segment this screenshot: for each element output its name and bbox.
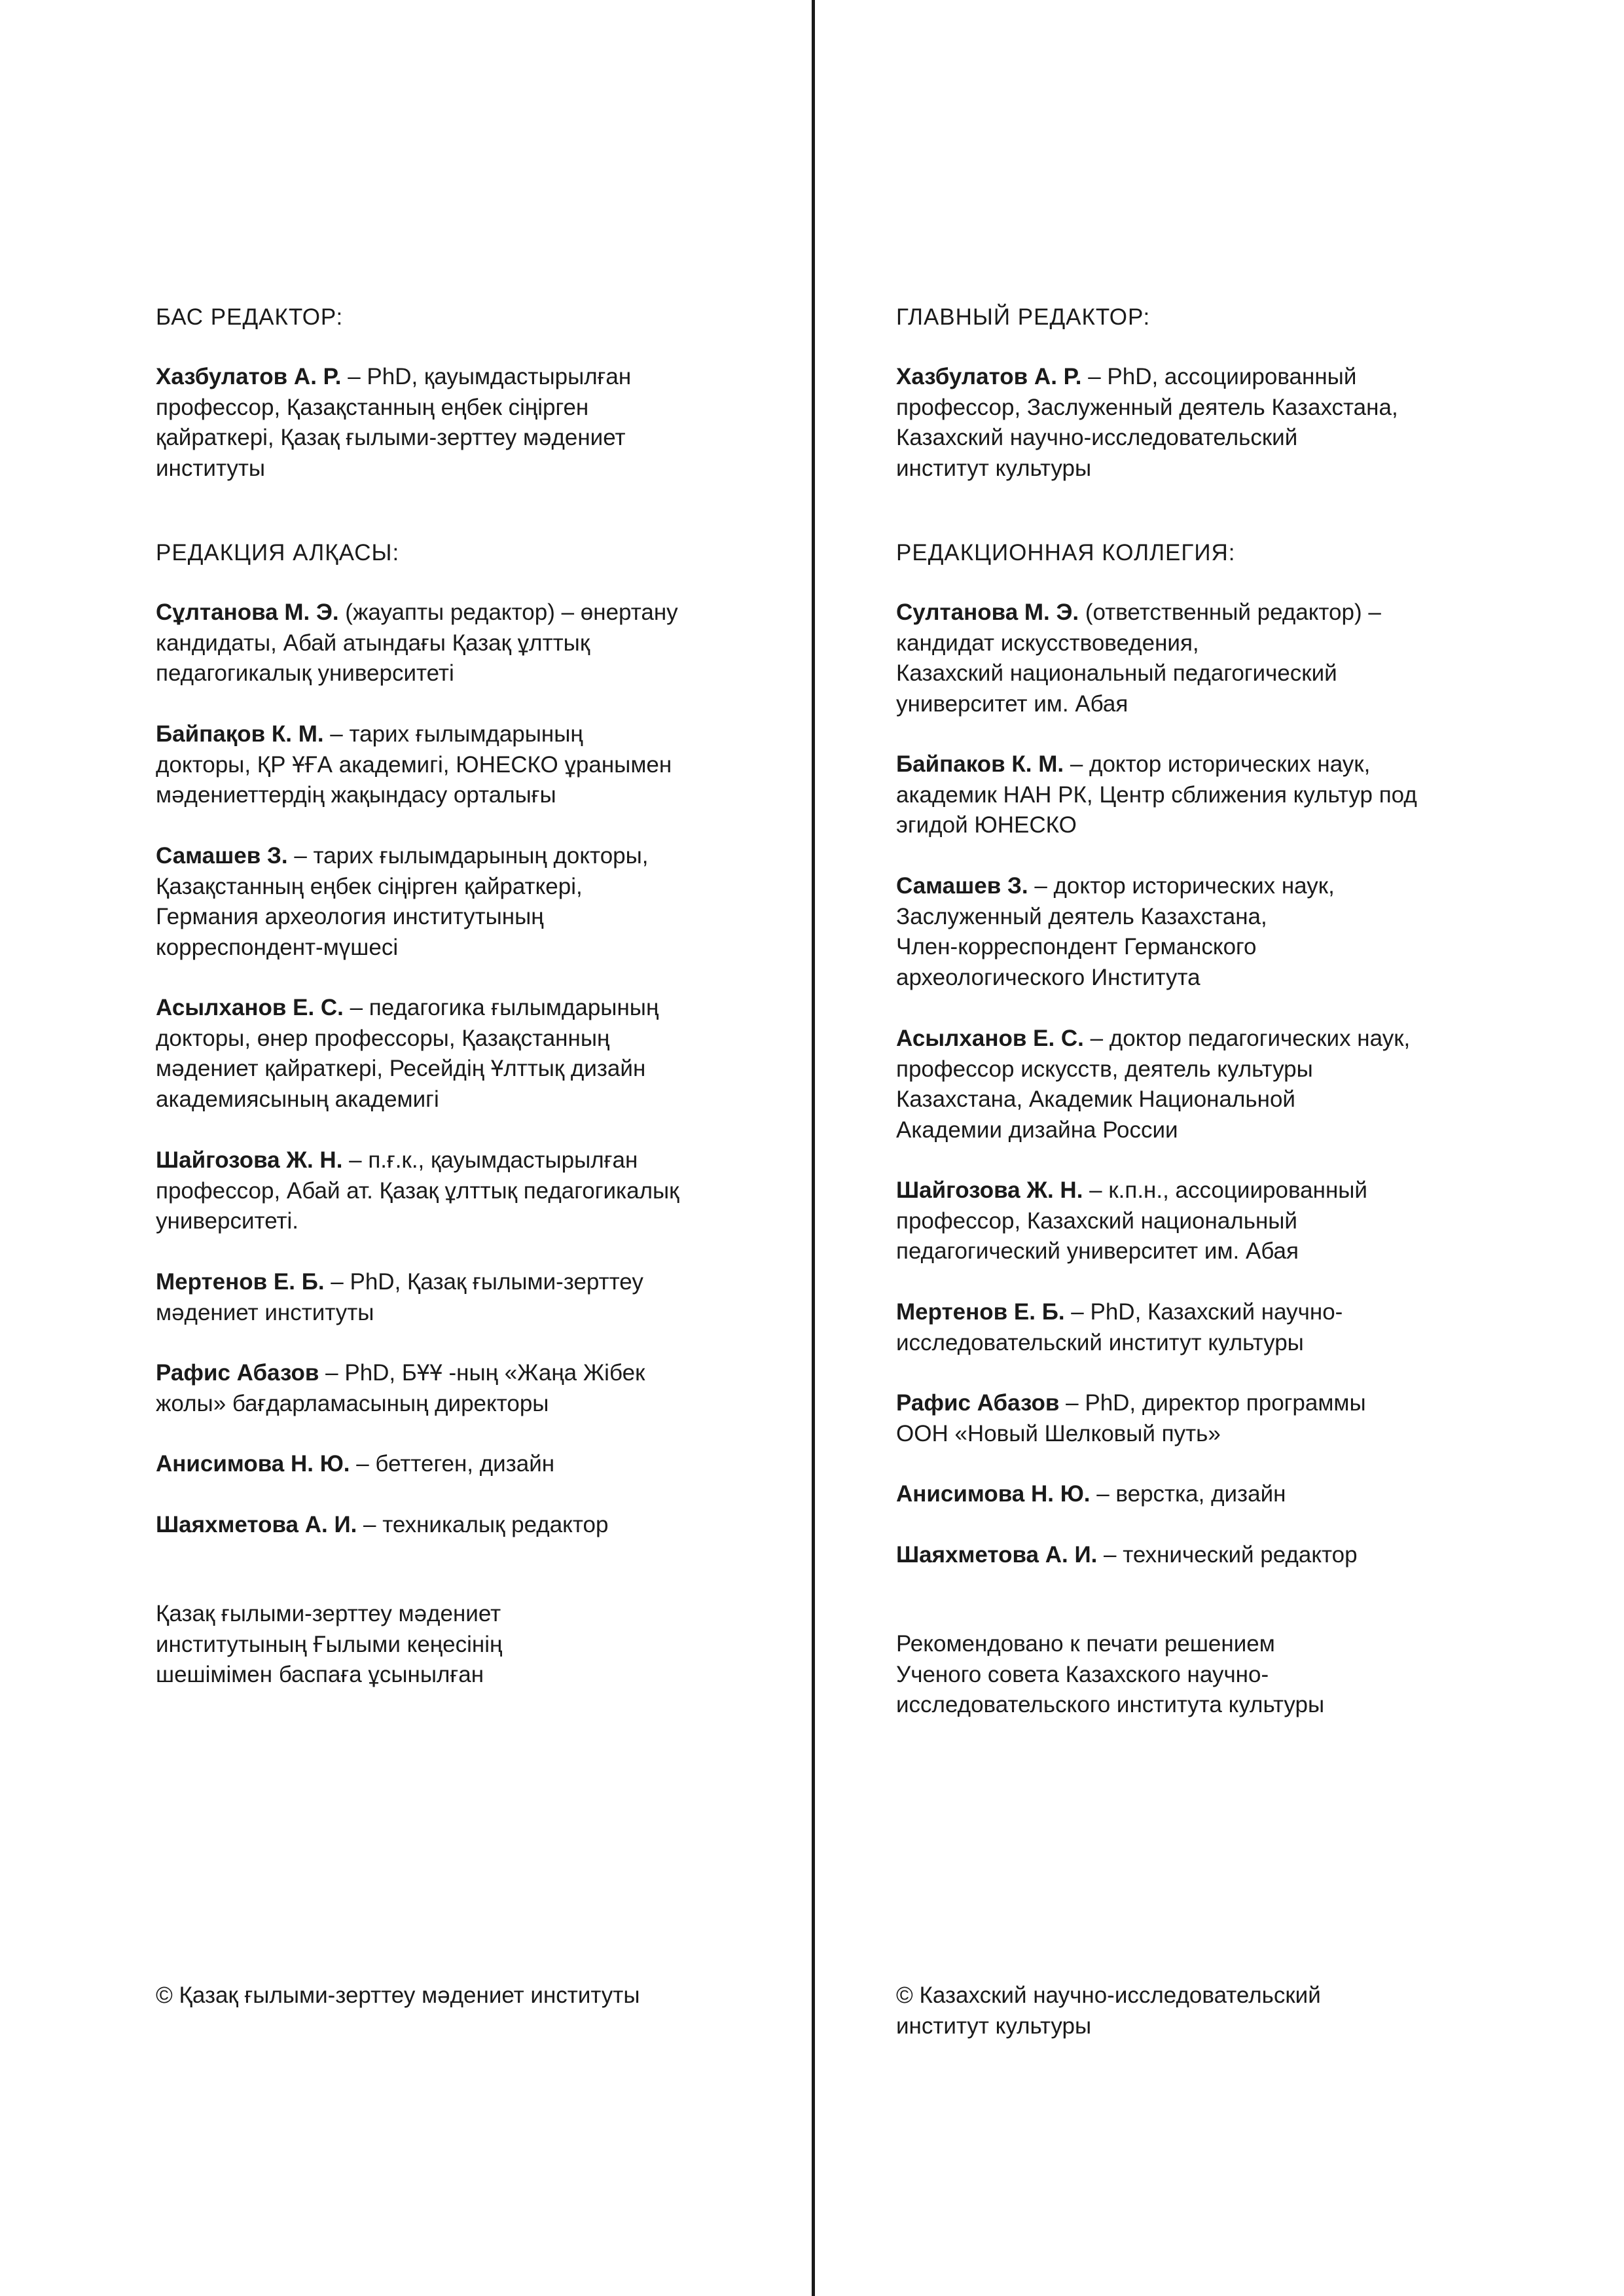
- member-text: – тарих ғылымдарының: [323, 721, 583, 747]
- member-name: Самашев З.: [896, 873, 1028, 899]
- copyright-notice: [896, 1981, 1511, 2041]
- board-member-entry: [896, 1479, 1511, 1510]
- member-text: – тарих ғылымдарының докторы,: [287, 843, 649, 869]
- member-text: Казахский национальный педагогический: [896, 660, 1337, 686]
- chief-editor-heading: ГЛАВНЫЙ РЕДАКТОР:: [896, 304, 1151, 330]
- recommendation-line: Қазақ ғылыми-зерттеу мәдениет: [156, 1601, 501, 1626]
- member-name: Мертенов Е. Б.: [156, 1269, 325, 1295]
- member-text: мәдениеттердің жақындасу орталығы: [156, 782, 556, 808]
- copyright-line: институт культуры: [896, 2013, 1092, 2039]
- editor-text: профессор, Қазақстанның еңбек сіңірген: [156, 394, 589, 420]
- member-text: – техникалық редактор: [357, 1512, 609, 1537]
- member-text: (жауапты редактор) – өнертану: [338, 600, 678, 625]
- member-text: педагогикалық университеті: [156, 660, 454, 686]
- member-text: педагогический университет им. Абая: [896, 1238, 1299, 1264]
- member-name: Сұлтанова М. Э.: [156, 600, 339, 625]
- board-member-entry: [896, 871, 1511, 993]
- member-name: Шаяхметова А. И.: [156, 1512, 357, 1537]
- member-name: Асылханов Е. С.: [896, 1026, 1084, 1051]
- member-text: – доктор исторических наук,: [1028, 873, 1335, 899]
- editor-text: – PhD, қауымдастырылған: [341, 364, 632, 389]
- copyright-line: © Казахский научно-исследовательский: [896, 1982, 1321, 2008]
- member-text: жолы» бағдарламасының директоры: [156, 1390, 549, 1416]
- recommendation-line: Рекомендовано к печати решением: [896, 1631, 1275, 1657]
- member-text: Член-корреспондент Германского: [896, 934, 1257, 960]
- member-text: академиясының академигі: [156, 1086, 439, 1112]
- board-member-entry: [896, 1540, 1511, 1571]
- member-text: – п.ғ.к., қауымдастырылған: [342, 1147, 638, 1173]
- member-text: – к.п.н., ассоциированный: [1083, 1177, 1367, 1203]
- editor-text: қайраткері, Қазақ ғылыми-зерттеу мәдениет: [156, 425, 626, 450]
- editorial-board-heading: РЕДАКЦИЯ АЛҚАСЫ:: [156, 540, 400, 565]
- board-member-entry: [156, 1510, 771, 1541]
- member-name: Мертенов Е. Б.: [896, 1299, 1065, 1325]
- member-name: Анисимова Н. Ю.: [896, 1481, 1091, 1507]
- member-text: Академии дизайна России: [896, 1117, 1178, 1143]
- board-member-entry: [896, 598, 1511, 719]
- member-text: докторы, ҚР ҰҒА академигі, ЮНЕСКО ұранымен: [156, 751, 672, 778]
- member-text: Казахстана, Академик Национальной: [896, 1086, 1295, 1112]
- member-name: Султанова М. Э.: [896, 600, 1079, 625]
- board-member-entry: [896, 1388, 1511, 1449]
- member-text: – доктор исторических наук,: [1064, 751, 1371, 777]
- board-member-entry: [896, 749, 1511, 841]
- editor-text: Казахский научно-исследовательский: [896, 425, 1298, 450]
- member-text: академик НАН РК, Центр сближения культур под: [896, 781, 1417, 808]
- chief-editor-entry: [896, 362, 1511, 484]
- member-text: кандидаты, Абай атындағы Қазақ ұлттық: [156, 630, 590, 656]
- publication-recommendation: [156, 1599, 771, 1691]
- member-text: кандидат искусствоведения,: [896, 630, 1199, 656]
- member-text: – технический редактор: [1097, 1542, 1358, 1568]
- member-text: мәдениет институты: [156, 1299, 374, 1325]
- copyright-notice: [156, 1981, 771, 2011]
- member-text: профессор искусств, деятель культуры: [896, 1056, 1313, 1082]
- member-text: – PhD, БҰҰ -ның «Жаңа Жібек: [319, 1360, 645, 1386]
- member-name: Шаяхметова А. И.: [896, 1542, 1098, 1568]
- editor-name: Хазбулатов А. Р.: [156, 364, 342, 389]
- member-text: докторы, өнер профессоры, Қазақстанның: [156, 1025, 610, 1051]
- member-name: Шайгозова Ж. Н.: [896, 1177, 1083, 1203]
- member-text: корреспондент-мүшесі: [156, 934, 399, 960]
- editor-text: – PhD, ассоциированный: [1081, 364, 1357, 389]
- board-member-entry: [156, 841, 771, 963]
- board-member-entry: [156, 719, 771, 811]
- member-text: профессор, Абай ат. Қазақ ұлттық педагогикалық: [156, 1177, 679, 1204]
- board-member-entry: [156, 1145, 771, 1237]
- board-member-entry: [156, 993, 771, 1115]
- kazakh-column: [156, 0, 771, 2296]
- member-text: – PhD, Қазақ ғылыми-зерттеу: [324, 1269, 643, 1295]
- member-text: – PhD, директор программы: [1059, 1390, 1366, 1416]
- member-text: – PhD, Казахский научно-: [1064, 1299, 1343, 1325]
- recommendation-line: шешімімен баспаға ұсынылған: [156, 1662, 484, 1687]
- member-text: эгидой ЮНЕСКО: [896, 812, 1077, 838]
- member-text: (ответственный редактор) –: [1079, 600, 1381, 625]
- board-member-entry: [896, 1297, 1511, 1358]
- board-member-entry: [896, 1024, 1511, 1145]
- editorial-board-heading: РЕДАКЦИОННАЯ КОЛЛЕГИЯ:: [896, 540, 1236, 565]
- member-text: Заслуженный деятель Казахстана,: [896, 903, 1267, 929]
- chief-editor-entry: [156, 362, 771, 484]
- editor-text: профессор, Заслуженный деятель Казахстана,: [896, 394, 1398, 420]
- board-member-entry: [156, 1358, 771, 1419]
- column-divider: [812, 0, 815, 2296]
- member-text: мәдениет қайраткері, Ресейдің Ұлттық дизайн: [156, 1056, 646, 1081]
- russian-column: [896, 0, 1511, 2296]
- member-name: Рафис Абазов: [156, 1360, 319, 1386]
- member-text: профессор, Казахский национальный: [896, 1208, 1297, 1234]
- editor-name: Хазбулатов А. Р.: [896, 364, 1082, 389]
- member-name: Байпақов К. М.: [156, 721, 324, 747]
- publication-recommendation: [896, 1629, 1511, 1721]
- member-name: Асылханов Е. С.: [156, 995, 344, 1020]
- member-text: Қазақстанның еңбек сіңірген қайраткері,: [156, 873, 583, 899]
- copyright-line: © Қазақ ғылыми-зерттеу мәдениет институты: [156, 1982, 640, 2008]
- editor-text: институты: [156, 455, 266, 481]
- member-text: – верстка, дизайн: [1090, 1481, 1286, 1507]
- member-text: – доктор педагогических наук,: [1083, 1026, 1411, 1051]
- board-member-entry: [156, 598, 771, 689]
- member-name: Байпаков К. М.: [896, 751, 1064, 777]
- editor-text: институт культуры: [896, 455, 1092, 481]
- member-text: ООН «Новый Шелковый путь»: [896, 1420, 1221, 1446]
- member-text: Германия археология институтының: [156, 904, 544, 929]
- recommendation-line: Ученого совета Казахского научно-: [896, 1661, 1269, 1687]
- member-name: Анисимова Н. Ю.: [156, 1451, 350, 1477]
- recommendation-line: исследовательского института культуры: [896, 1692, 1325, 1717]
- member-name: Рафис Абазов: [896, 1390, 1060, 1416]
- board-member-entry: [156, 1449, 771, 1480]
- member-name: Самашев З.: [156, 843, 288, 869]
- member-text: – беттеген, дизайн: [350, 1451, 555, 1477]
- member-text: исследовательский институт культуры: [896, 1329, 1304, 1355]
- member-text: археологического Института: [896, 964, 1200, 990]
- recommendation-line: институтының Ғылыми кеңесінің: [156, 1631, 503, 1657]
- member-text: университеті.: [156, 1208, 299, 1234]
- board-member-entry: [156, 1267, 771, 1328]
- member-text: университет им. Абая: [896, 691, 1128, 717]
- chief-editor-heading: БАС РЕДАКТОР:: [156, 304, 344, 330]
- member-text: – педагогика ғылымдарының: [343, 995, 659, 1020]
- member-name: Шайгозова Ж. Н.: [156, 1147, 343, 1173]
- board-member-entry: [896, 1175, 1511, 1267]
